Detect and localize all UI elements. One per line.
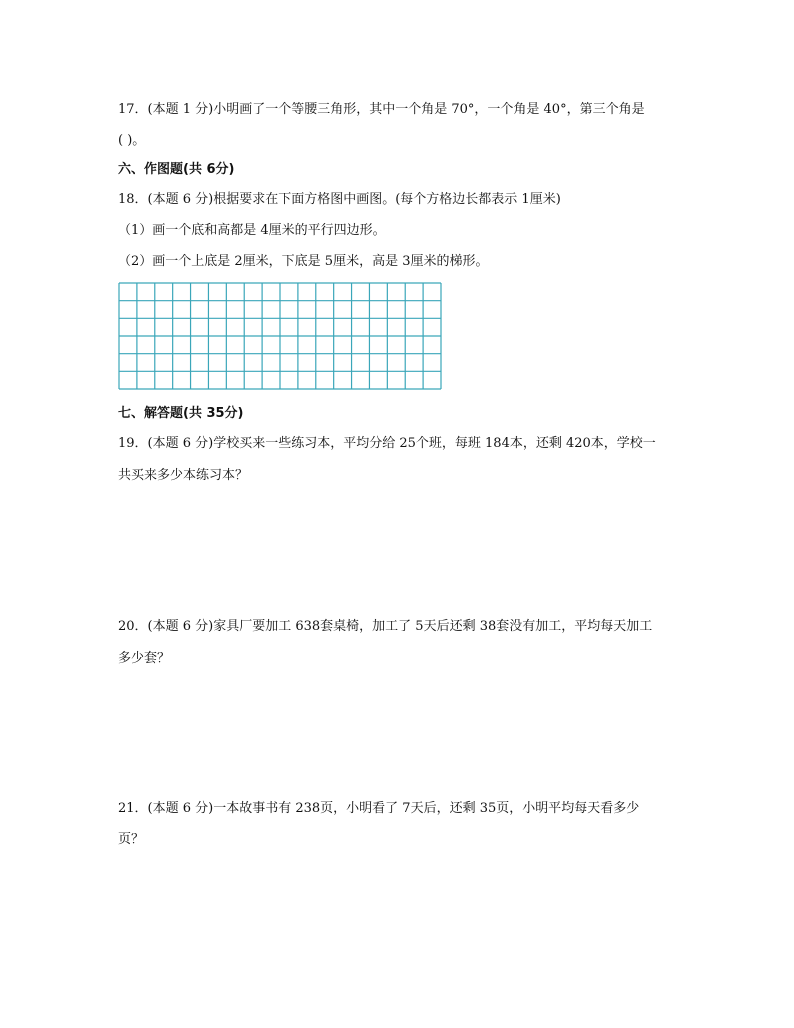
- question-21-line-1: 21．(本题 6 分)一本故事书有 238页，小明看了 7天后，还剩 35页，小明平均每天看多少: [118, 801, 640, 816]
- question-20-line-1: 20．(本题 6 分)家具厂要加工 638套桌椅，加工了 5天后还剩 38套没有加工，平均每天加工: [118, 619, 653, 634]
- question-17-answer-blank: ( )。: [118, 133, 146, 148]
- question-19-line-2: 共买来多少本练习本？: [118, 468, 249, 483]
- question-18-line-1: 18．(本题 6 分)根据要求在下面方格图中画图。(每个方格边长都表示 1厘米): [118, 192, 561, 207]
- question-19-line-1: 19．(本题 6 分)学校买来一些练习本，平均分给 25个班，每班 184本，还剩 420本，学校一: [118, 436, 656, 451]
- question-18-item-1: （1）画一个底和高都是 4厘米的平行四边形。: [118, 223, 386, 238]
- drawing-grid[interactable]: [118, 282, 442, 390]
- question-21-line-2: 页？: [118, 832, 145, 847]
- section-6-title: 六、作图题(共 6分): [118, 162, 235, 177]
- section-7-title: 七、解答题(共 35分): [118, 406, 244, 421]
- grid-svg: [118, 282, 442, 390]
- question-18-item-2: （2）画一个上底是 2厘米，下底是 5厘米，高是 3厘米的梯形。: [118, 254, 489, 269]
- question-20-line-2: 多少套？: [118, 651, 171, 666]
- question-17-line-1: 17．(本题 1 分)小明画了一个等腰三角形，其中一个角是 70°，一个角是 40°，第三个角是: [118, 102, 645, 117]
